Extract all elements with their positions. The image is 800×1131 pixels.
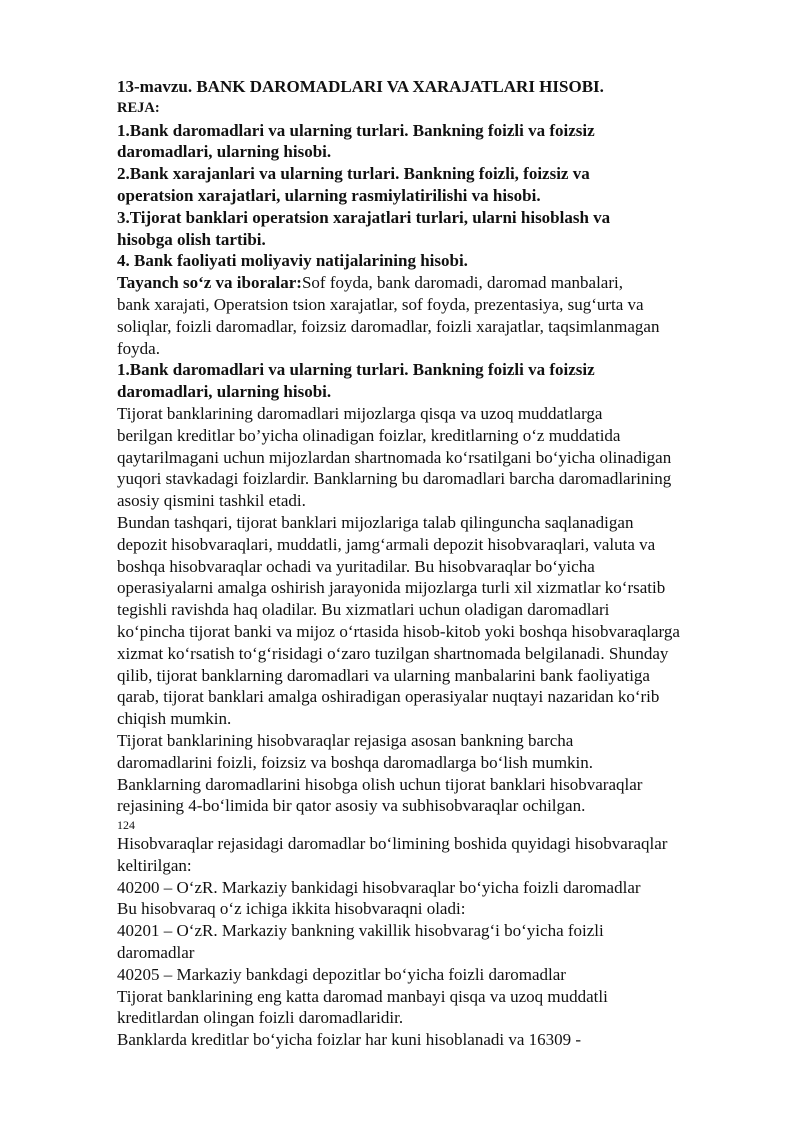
text-line: boshqa hisobvaraqlar ochadi va yuritadilar. Bu hisobvaraqlar bo‘yicha [117, 556, 595, 576]
document-page [117, 76, 757, 1051]
keywords-line [117, 272, 757, 294]
text-line: keltirilgan: [117, 855, 192, 875]
text-line: operasiyalarni amalga oshirish jarayonida mijozlarga turli xil xizmatlar ko‘rsatib [117, 578, 666, 598]
text-line: ko‘pincha tijorat banki va mijoz o‘rtasida hisob-kitob yoki boshqa hisobvaraqlarga [117, 621, 680, 641]
text-line: qaytarilmagani uchun mijozlardan shartnomada ko‘rsatilgani bo‘yicha olinadigan [117, 447, 672, 467]
text-line: Bu hisobvaraq o‘z ichiga ikkita hisobvaraqni oladi: [117, 899, 466, 919]
plan-item: 1.Bank daromadlari va ularning turlari. Bankning foizli va foizsiz [117, 120, 595, 140]
plan-item: 2.Bank xarajanlari va ularning turlari. Bankning foizli, foizsiz va [117, 164, 590, 184]
text-line: tegishli ravishda haq oladilar. Bu xizmatlari uchun oladigan daromadlari [117, 600, 610, 620]
text-line: Banklarda kreditlar bo‘yicha foizlar har kuni hisoblanadi va 16309 - [117, 1030, 582, 1050]
text-line: Hisobvaraqlar rejasidagi daromadlar bo‘limining boshida quyidagi hisobvaraqlar [117, 834, 668, 854]
plan-item: hisobga olish tartibi. [117, 229, 266, 249]
text-line: yuqori stavkadagi foizlardir. Banklarning bu daromadlari barcha daromadlarining [117, 469, 672, 489]
section-heading: daromadlari, ularning hisobi. [117, 382, 332, 402]
text-line: Tijorat banklarining daromadlari mijozlarga qisqa va uzoq muddatlarga [117, 403, 603, 423]
plan-item: 3.Tijorat banklari operatsion xarajatlari turlari, ularni hisoblash va [117, 207, 611, 227]
text-line: rejasining 4-bo‘limida bir qator asosiy va subhisobvaraqlar ochilgan. [117, 796, 586, 816]
text-line: chiqish mumkin. [117, 709, 232, 729]
text-line: kreditlardan olingan foizli daromadlaridir. [117, 1008, 404, 1028]
text-line: Tijorat banklarining hisobvaraqlar rejasiga asosan bankning barcha [117, 730, 574, 750]
text-line: daromadlar [117, 943, 195, 963]
keywords-text: Sof foyda, bank daromadi, daromad manbalari, [301, 273, 623, 293]
text-line: qilib, tijorat banklarning daromadlari va ularning manbalarini bank faoliyatiga [117, 665, 650, 685]
text-line: 40200 – O‘zR. Markaziy bankidagi hisobvaraqlar bo‘yicha foizli daromadlar [117, 877, 641, 897]
text-line: bank xarajati, Operatsion tsion xarajatlar, sof foyda, prezentasiya, sug‘urta va [117, 294, 644, 314]
text-line: berilgan kreditlar bo’yicha olinadigan foizlar, kreditlarning o‘z muddatida [117, 425, 621, 445]
document-title: 13-mavzu. BANK DAROMADLARI VA XARAJATLARI HISOBI. [117, 77, 604, 96]
text-line: 40201 – O‘zR. Markaziy bankning vakillik hisobvarag‘i bo‘yicha foizli [117, 921, 604, 941]
text-line: foyda. [117, 338, 160, 358]
section-heading: 1.Bank daromadlari va ularning turlari. Bankning foizli va foizsiz [117, 360, 595, 380]
plan-heading: REJA: [117, 99, 160, 116]
keywords-label: Tayanch so‘z va iboralar: [117, 273, 302, 293]
plan-item: daromadlari, ularning hisobi. [117, 142, 332, 162]
text-line: depozit hisobvaraqlari, muddatli, jamg‘armali depozit hisobvaraqlari, valuta va [117, 534, 656, 554]
text-line: Tijorat banklarining eng katta daromad manbayi qisqa va uzoq muddatli [117, 986, 608, 1006]
text-line: xizmat ko‘rsatish to‘g‘risidagi o‘zaro tuzilgan shartnomada belgilanadi. Shunday [117, 643, 669, 663]
text-line: asosiy qismini tashkil etadi. [117, 491, 306, 511]
plan-item: operatsion xarajatlari, ularning rasmiylatirilishi va hisobi. [117, 185, 541, 205]
text-line: qarab, tijorat banklari amalga oshiradigan operasiyalar nuqtayi nazaridan ko‘rib [117, 687, 660, 707]
plan-item: 4. Bank faoliyati moliyaviy natijalarining hisobi. [117, 251, 468, 271]
text-line: daromadlarini foizli, foizsiz va boshqa daromadlarga bo‘lish mumkin. [117, 752, 594, 772]
text-line: Bundan tashqari, tijorat banklari mijozlariga talab qilinguncha saqlanadigan [117, 512, 634, 532]
text-line: soliqlar, foizli daromadlar, foizsiz daromadlar, foizli xarajatlar, taqsimlanmagan [117, 316, 660, 336]
page-number: 124 [117, 818, 135, 833]
text-line: Banklarning daromadlarini hisobga olish uchun tijorat banklari hisobvaraqlar [117, 774, 643, 794]
text-line: 40205 – Markaziy bankdagi depozitlar bo‘yicha foizli daromadlar [117, 964, 566, 984]
